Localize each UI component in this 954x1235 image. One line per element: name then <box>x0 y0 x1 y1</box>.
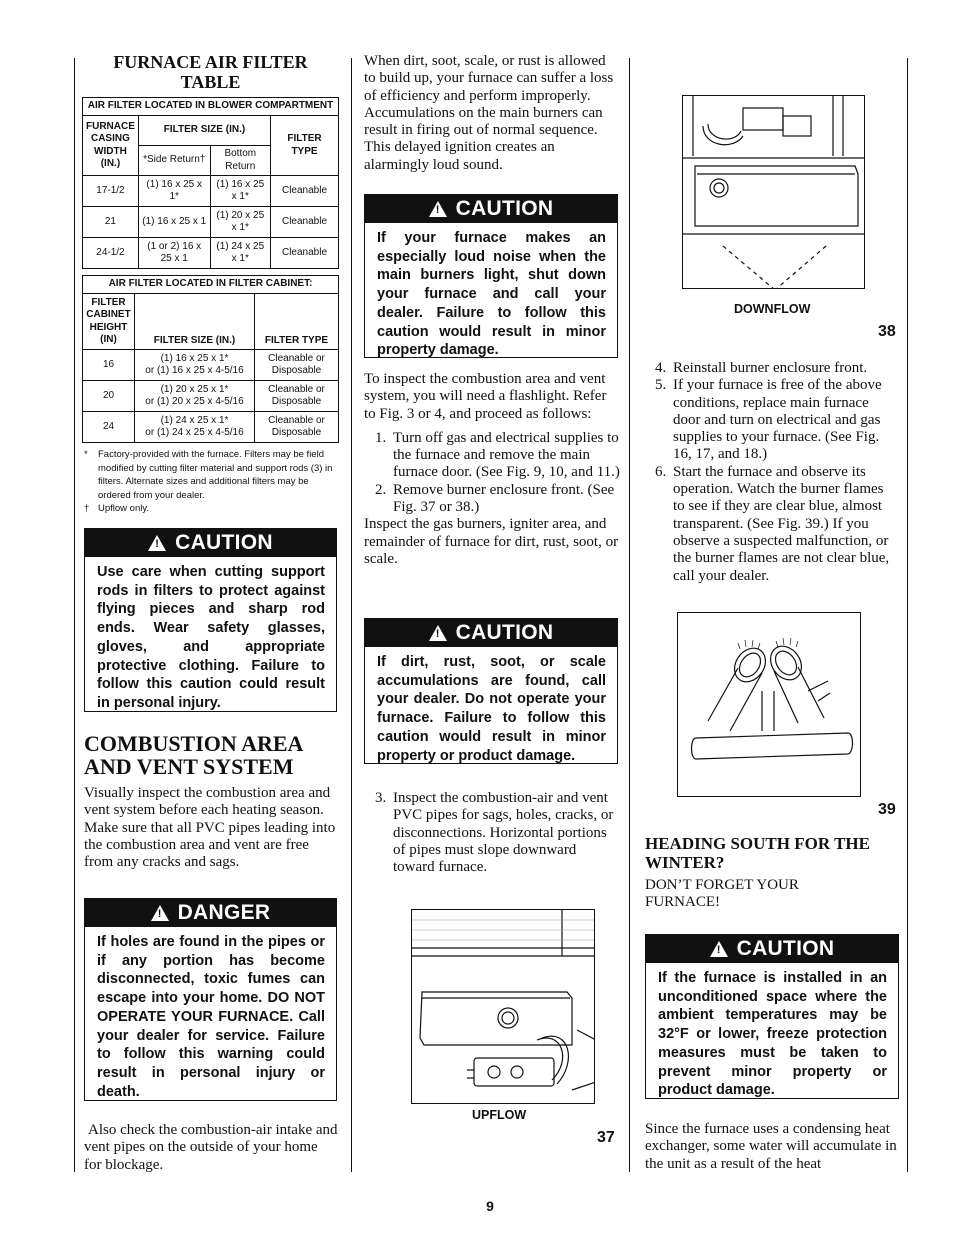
caution-header <box>365 195 617 223</box>
caution-text: If the furnace is installed in an unconditioned space where the ambient temperatures may be 32°F or lower, freeze protection measures must be taken to prevent minor property or product damage. <box>658 970 887 1099</box>
table-cell: 17-1/2 <box>83 176 139 207</box>
section-heading: HEADING SOUTH FOR THE WINTER? <box>645 834 870 872</box>
list-item <box>375 482 620 517</box>
col-header-filter-type: FILTER TYPE <box>255 294 339 350</box>
figure-number: 38 <box>878 323 896 340</box>
step-number: 1. <box>375 429 387 446</box>
step-number: 3. <box>375 790 387 806</box>
figure-number: 37 <box>597 1129 615 1146</box>
table-cell: Cleanable <box>271 176 339 207</box>
table-cell: 24 <box>83 412 135 443</box>
table-cell <box>255 350 339 381</box>
danger-text: If holes are found in the pipes or if any portion has become disconnected, toxic fumes can escape into your home. DO NOT OPERATE YOUR FURNACE. Call your dealer for service. Failure to follow this warning could result in personal injury or death. <box>97 934 325 1100</box>
upflow-furnace-illustration <box>412 910 595 1104</box>
col-header-cabinet-height: FILTER CABINET HEIGHT (IN) <box>83 294 135 350</box>
step-list <box>375 790 620 876</box>
danger-header <box>85 899 336 927</box>
inspection-section <box>364 371 620 568</box>
footnote <box>82 502 339 516</box>
figure-caption: UPFLOW <box>472 1108 527 1122</box>
caution-title: CAUTION <box>736 937 835 960</box>
step-text: Inspect the combustion-air and vent PVC pipes for sags, holes, cracks, or disconnections. Horizontal portions of pipes must slope downward toward furnace. <box>393 790 614 876</box>
table-row <box>83 381 339 412</box>
list-item <box>375 430 620 482</box>
list-item <box>655 360 898 377</box>
step-text: Reinstall burner enclosure front. <box>673 360 868 376</box>
col-header-filter-type: FILTER TYPE <box>271 116 339 176</box>
table-cell <box>255 381 339 412</box>
intro-paragraph: When dirt, soot, scale, or rust is allowed to build up, your furnace can suffer a loss of efficiency and perform improperly. Accumulations on the main burners can result in firing out of normal sequence. This delayed ignition creates an alarmingly loud sound. <box>364 53 614 173</box>
caution-box <box>645 934 899 1099</box>
table-cell: (1) 16 x 25 x 1* <box>138 176 210 207</box>
closing-paragraph: Since the furnace uses a condensing heat exchanger, some water will accumulate in the unit as a result of the heat <box>645 1121 897 1172</box>
table-cell: (1) 20 x 25 x 1* <box>210 207 270 238</box>
warning-triangle-icon: ! <box>151 905 169 921</box>
col-header-casing-width: FURNACE CASING WIDTH (IN.) <box>83 116 139 176</box>
caution-header <box>365 619 617 647</box>
table-cell <box>135 350 255 381</box>
figure-upflow <box>411 909 595 1104</box>
caution-text: If dirt, rust, soot, or scale accumulations are found, call your dealer. Do not operate your furnace. Failure to follow this caution would result in minor property or product damage. <box>377 654 606 764</box>
column-rule-right <box>907 58 908 1172</box>
cell-line: Disposable <box>271 427 322 438</box>
table-row <box>83 207 339 238</box>
step-list <box>655 360 898 585</box>
footnote-symbol: † <box>84 503 90 514</box>
column-rule-left <box>74 58 75 1172</box>
caution-title: CAUTION <box>455 621 554 644</box>
warning-triangle-icon: ! <box>429 201 447 217</box>
warning-triangle-icon: ! <box>148 535 166 551</box>
figure-caption: DOWNFLOW <box>734 302 811 316</box>
cell-line: (1) 24 x 25 x 1* <box>160 414 229 426</box>
step-text: Start the furnace and observe its operation. Watch the burner flames to see if they are clear blue, almost transparent. (See Fig. 39.) If you observe a suspected malfunction, or the burner flames are not clear blue, call your dealer. <box>673 463 890 584</box>
caution-box <box>364 618 618 764</box>
blower-filter-table <box>82 97 339 269</box>
section-title: COMBUSTION AREA AND VENT SYSTEM <box>84 731 303 779</box>
table-row <box>83 412 339 443</box>
footnote-text: Factory-provided with the furnace. Filters may be field modified by cutting filter material and support rods (3) in filters. Alternate sizes and additional filters may be ordered from your dealer. <box>98 449 333 501</box>
list-item <box>655 377 898 463</box>
step-number: 6. <box>655 463 667 480</box>
table-cell: 16 <box>83 350 135 381</box>
warning-triangle-icon: ! <box>429 625 447 641</box>
table-cell: (1) 16 x 25 x 1* <box>210 176 270 207</box>
burner-flame-illustration <box>678 613 861 797</box>
step-text: Remove burner enclosure front. (See Fig. 37 or 38.) <box>393 481 615 516</box>
page-number: 9 <box>486 1198 494 1214</box>
danger-title: DANGER <box>177 901 271 924</box>
table-cell <box>135 412 255 443</box>
table-row <box>83 238 339 269</box>
col-header-filter-size: FILTER SIZE (IN.) <box>135 294 255 350</box>
step-number: 5. <box>655 377 667 394</box>
table-cell: 20 <box>83 381 135 412</box>
table-cell: 24-1/2 <box>83 238 139 269</box>
step-number: 2. <box>375 481 387 498</box>
table-cell: Cleanable <box>271 207 339 238</box>
downflow-furnace-illustration <box>683 96 865 289</box>
section-subheading: DON’T FORGET YOUR FURNACE! <box>645 877 799 911</box>
caution-text: Use care when cutting support rods in filters to protect against flying pieces and sharp rod ends. Wear safety glasses, gloves, and appropriate protective clothing. Failure to follow this caution could result in personal injury. <box>97 564 325 711</box>
warning-triangle-icon: ! <box>710 941 728 957</box>
table-row <box>83 176 339 207</box>
list-item <box>375 790 620 876</box>
caution-title: CAUTION <box>455 197 554 220</box>
winter-section <box>645 834 901 912</box>
column-1 <box>82 52 339 516</box>
cell-line: Cleanable or <box>268 414 325 426</box>
table-cell: (1) 16 x 25 x 1 <box>138 207 210 238</box>
caution-header <box>85 529 336 557</box>
list-item <box>655 464 898 585</box>
cell-line: or (1) 24 x 25 x 4-5/16 <box>145 427 244 438</box>
footnote-symbol: * <box>84 449 88 460</box>
table-cell: 21 <box>83 207 139 238</box>
caution-box <box>364 194 618 358</box>
cell-line: Disposable <box>271 396 322 407</box>
cell-line: (1) 20 x 25 x 1* <box>160 383 229 395</box>
table-cell: (1 or 2) 16 x 25 x 1 <box>138 238 210 269</box>
cell-line: (1) 16 x 25 x 1* <box>160 352 229 364</box>
table-cell: Cleanable <box>271 238 339 269</box>
step-list <box>364 430 620 516</box>
col-header-bottom-return: Bottom Return <box>210 146 270 176</box>
closing-paragraph: Also check the combustion-air intake and vent pipes on the outside of your home for blockage. <box>84 1122 338 1173</box>
col-header-side-return: *Side Return† <box>138 146 210 176</box>
footnote-text: Upflow only. <box>98 503 150 514</box>
inspect-paragraph: To inspect the combustion area and vent system, you will need a flashlight. Refer to Fig. 3 or 4, and proceed as follows: <box>364 371 607 422</box>
table-caption: AIR FILTER LOCATED IN BLOWER COMPARTMENT <box>83 98 339 116</box>
caution-title: CAUTION <box>175 531 273 554</box>
column-rule-mid2 <box>629 58 630 1172</box>
cell-line: Disposable <box>271 365 322 376</box>
footnote <box>82 448 339 502</box>
danger-box <box>84 898 337 1101</box>
cell-line: Cleanable or <box>268 352 325 364</box>
caution-box <box>84 528 337 712</box>
step-number: 4. <box>655 360 667 376</box>
cell-line: or (1) 20 x 25 x 4-5/16 <box>145 396 244 407</box>
cabinet-filter-table <box>82 275 339 443</box>
table-title: FURNACE AIR FILTER TABLE <box>113 52 308 92</box>
table-caption: AIR FILTER LOCATED IN FILTER CABINET: <box>83 276 339 294</box>
table-row <box>83 350 339 381</box>
figure-downflow <box>682 95 865 289</box>
figure-burner-flames <box>677 612 861 797</box>
combustion-section <box>84 732 338 871</box>
figure-number: 39 <box>878 801 896 818</box>
cell-line: Cleanable or <box>268 383 325 395</box>
step-text: Turn off gas and electrical supplies to the furnace and remove the main furnace door. (See Fig. 9, 10, and 11.) <box>393 429 620 481</box>
step-text: If your furnace is free of the above conditions, replace main furnace door and turn on electrical and gas supplies to your furnace. (See Fig. 16, 17, and 18.) <box>673 377 882 463</box>
column-rule-mid <box>351 58 352 1172</box>
col-header-filter-size: FILTER SIZE (IN.) <box>138 116 270 146</box>
table-cell <box>255 412 339 443</box>
caution-text: If your furnace makes an especially loud noise when the main burners light, shut down your furnace and call your dealer. Failure to follow this caution would result in minor property damage. <box>377 230 606 359</box>
inspect-burners-paragraph: Inspect the gas burners, igniter area, and remainder of furnace for dirt, rust, soot, or scale. <box>364 516 619 567</box>
table-cell <box>135 381 255 412</box>
caution-header <box>646 935 898 963</box>
section-paragraph: Visually inspect the combustion area and vent system before each heating season. Make sure that all PVC pipes leading into the combustion area and vent are free from any cracks and sags. <box>84 785 336 871</box>
cell-line: or (1) 16 x 25 x 4-5/16 <box>145 365 244 376</box>
table-cell: (1) 24 x 25 x 1* <box>210 238 270 269</box>
